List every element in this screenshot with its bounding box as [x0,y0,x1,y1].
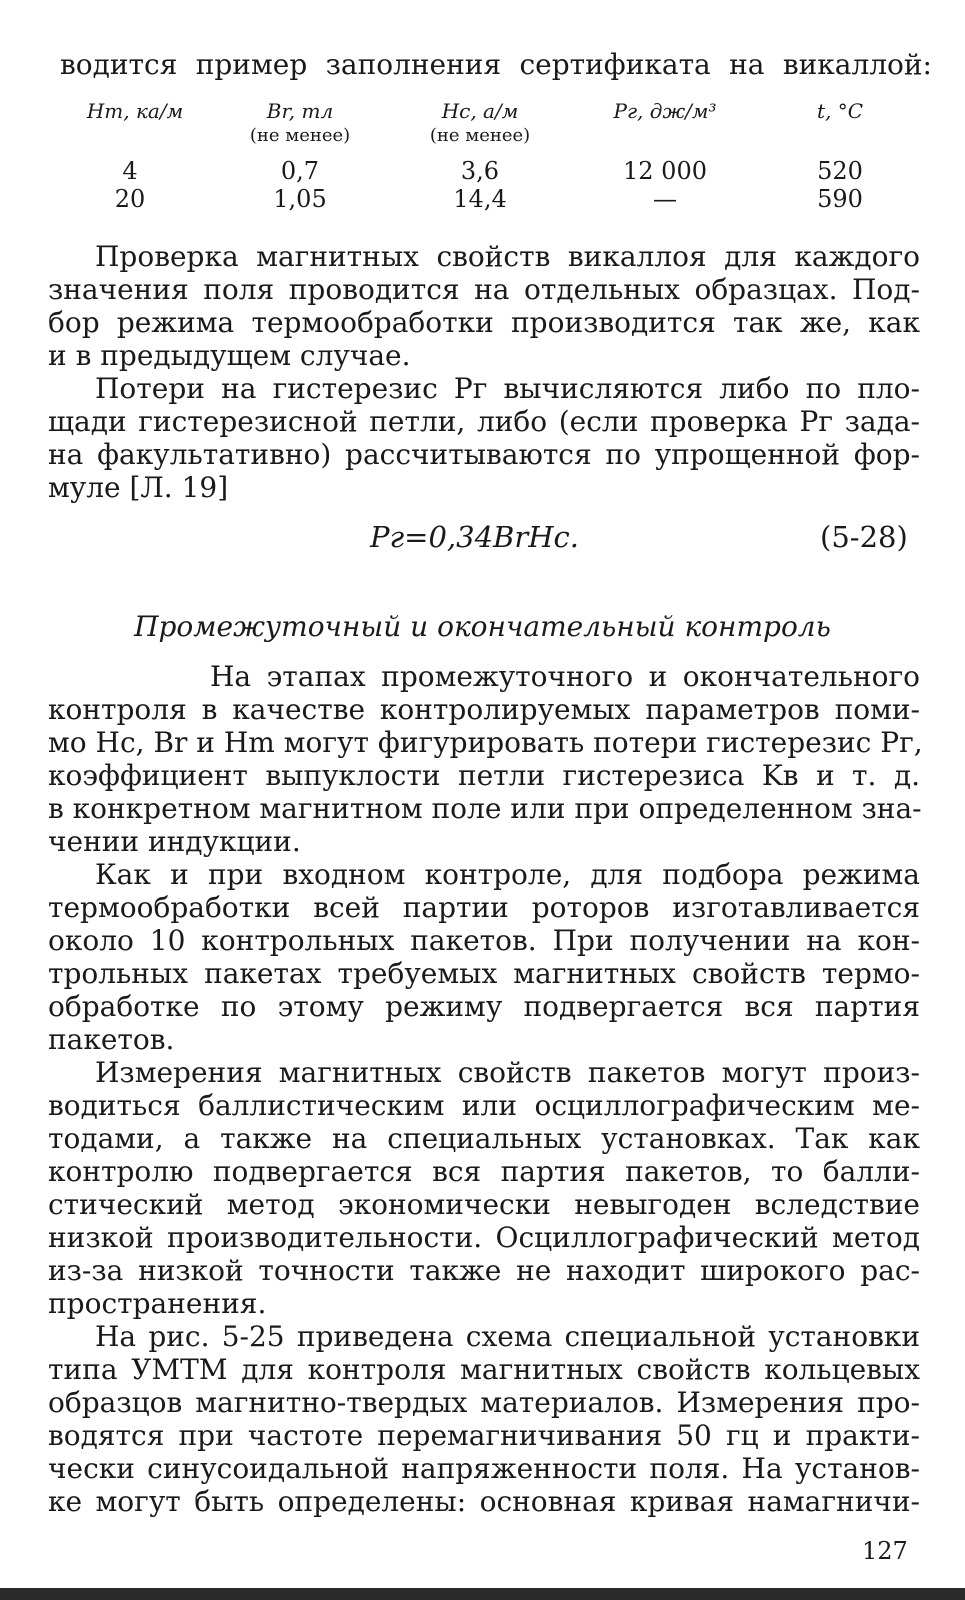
text-line: в конкретном магнитном поле или при определенном зна- [48,792,922,825]
text-line: мо Hc, Br и Hm могут фигурировать потери гистерезис Pг, [48,726,923,759]
section-heading: Промежуточный и окончательный контроль [134,610,831,643]
table-header-hm: Hm, ка/м [86,99,184,123]
text-line: термообработки всей партии роторов изготавливается [48,891,920,924]
text-line: на факультативно) рассчитываются по упрощенной фор- [48,438,920,471]
text-line: муле [Л. 19] [48,471,229,504]
table-cell: 1,05 [273,185,327,213]
text-line: Проверка магнитных свойств викаллоя для каждого [95,240,920,273]
text-line: пространения. [48,1287,267,1320]
text-line: Как и при входном контроле, для подбора режима [95,858,920,891]
text-line: Потери на гистерезис Pг вычисляются либо по пло- [95,372,920,405]
table-subheader-hc: (не менее) [429,125,531,146]
table-cell: 0,7 [280,157,320,185]
text-line: образцов магнитно-твердых материалов. Измерения про- [48,1386,920,1419]
text-line: типа УМТМ для контроля магнитных свойств кольцевых [48,1353,920,1386]
text-line: трольных пакетах требуемых магнитных свойств термо- [48,957,920,990]
text-line: тодами, а также на специальных установках. Так как [48,1122,920,1155]
text-line: На этапах промежуточного и окончательного [210,660,920,693]
text-line: На рис. 5-25 приведена схема специальной установки [95,1320,920,1353]
table-cell: 14,4 [453,185,507,213]
formula-number: (5-28) [820,520,908,554]
formula-5-28: Pг=0,34BrHc. [370,520,579,554]
text-line: бор режима термообработки производится так же, как [48,306,920,339]
table-header-t: t, °C [816,99,864,123]
text-line: из-за низкой точности также не находит широкого рас- [48,1254,920,1287]
table-cell: 12 000 [623,157,707,185]
text-line: чески синусоидальной напряженности поля. На установ- [48,1452,920,1485]
text-line: щади гистерезисной петли, либо (если проверка Pг зада- [48,405,920,438]
scan-edge-bar [0,1588,965,1600]
text-line: и в предыдущем случае. [48,339,411,372]
text-line: около 10 контрольных пакетов. При получении на кон- [48,924,920,957]
text-line: низкой производительности. Осциллографический метод [48,1221,920,1254]
text-line: обработке по этому режиму подвергается вся партия [48,990,920,1023]
table-header-hc: Hc, а/м [441,99,519,123]
table-cell: 520 [817,157,863,185]
text-line: Измерения магнитных свойств пакетов могут произ- [95,1056,920,1089]
table-header-pg: Pг, дж/м³ [613,99,717,123]
table-cell: — [653,185,677,213]
table-subheader-br: (не менее) [249,125,351,146]
text-line: коэффициент выпуклости петли гистерезиса Kв и т. д. [48,759,920,792]
text-line: значения поля проводится на отдельных образцах. Под- [48,273,920,306]
text-line: водятся при частоте перемагничивания 50 гц и практи- [48,1419,920,1452]
text-line: контроля в качестве контролируемых параметров поми- [48,693,920,726]
text-line: контролю подвергается вся партия пакетов, то балли- [48,1155,920,1188]
text-line: пакетов. [48,1023,175,1056]
table-cell: 20 [114,185,146,213]
intro-line: водится пример заполнения сертификата на викаллой: [60,48,932,81]
table-cell: 4 [122,157,138,185]
text-line: стический метод экономически невыгоден вследствие [48,1188,920,1221]
table-cell: 3,6 [460,157,500,185]
table-cell: 590 [817,185,863,213]
text-line: ке могут быть определены: основная кривая намагничи- [48,1485,920,1518]
page-number: 127 [862,1537,908,1565]
text-line: чении индукции. [48,825,301,858]
text-line: водиться баллистическим или осциллографическим ме- [48,1089,920,1122]
table-header-br: Br, тл [266,99,334,123]
